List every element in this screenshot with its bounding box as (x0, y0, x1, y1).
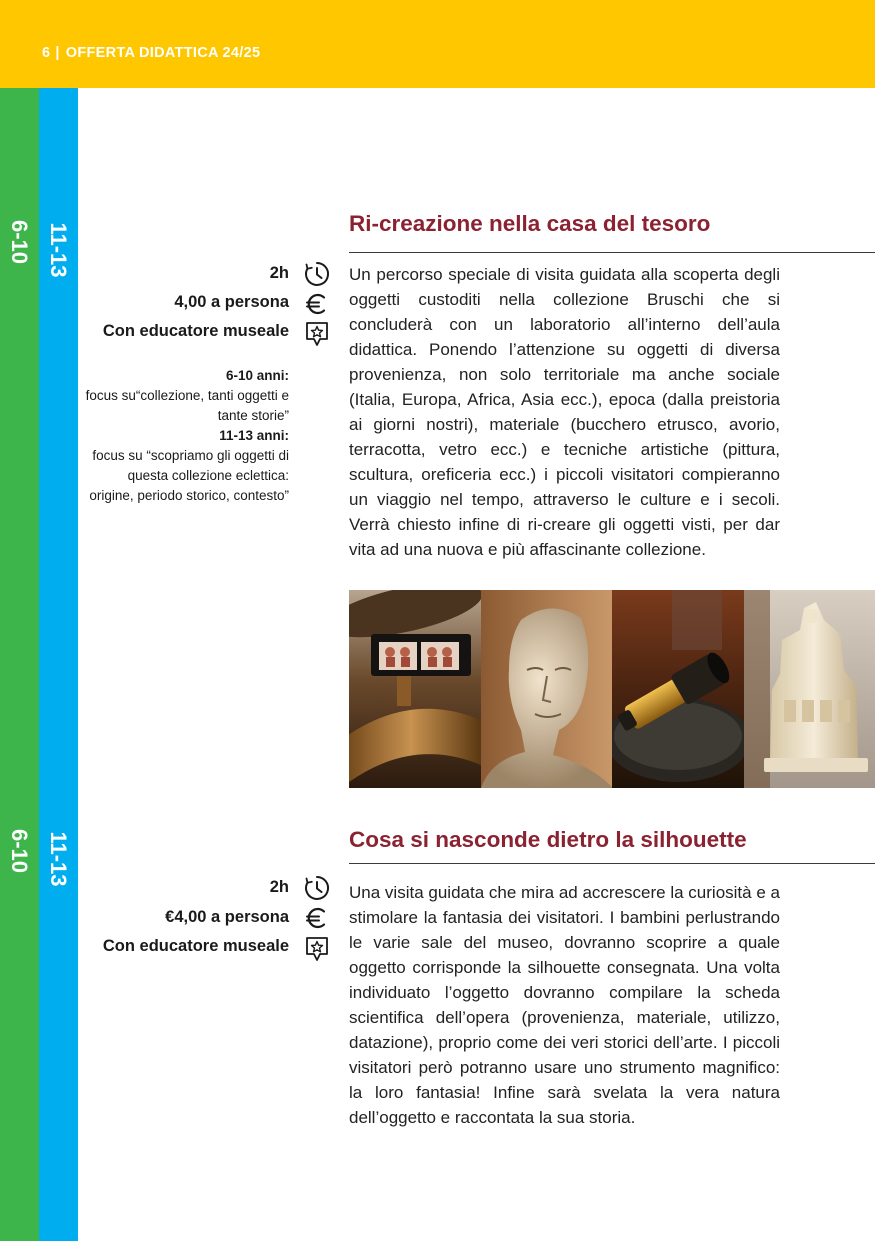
brass-telescope-photo (612, 590, 744, 788)
guide-icon (303, 934, 331, 962)
price-label: €4,00 a persona (165, 908, 289, 926)
activity-title: Cosa si nasconde dietro la silhouette (349, 827, 747, 852)
duration-label: 2h (269, 264, 289, 282)
ivory-carving-photo (744, 590, 875, 788)
stereoscope-photo (349, 590, 481, 788)
activity-description: Una visita guidata che mira ad accrescere la curiosità e a stimolare la fantasia dei visitatori. I bambini perlustrando le varie sale del museo, dovranno scoprire a quale oggetto corrisponde la silhouette consegnata. Una volta individuato l’oggetto dovranno compilare la scheda scientifica dell’opera (provenienza, materiale, utilizzo, datazione), proprio come dei veri storici dell’arte. I piccoli visitatori però potranno usare uno strumento magnifico: la loro fantasia! Infine sarà svelata la vera natura dell’oggetto e raccontata la sua storia. (349, 883, 780, 1127)
page-number: 6 (42, 45, 51, 61)
guide-icon (303, 319, 331, 347)
title-divider (349, 252, 875, 253)
note-text: focus su “scopriamo gli oggetti di questa collezione eclettica: origine, periodo storico, contesto” (89, 448, 289, 503)
age-tag-6-10: 6-10 (7, 828, 32, 874)
guide-label: Con educatore museale (102, 322, 289, 340)
activity-description: Un percorso speciale di visita guidata alla scoperta degli oggetti custoditi nella collezione Bruschi che si concluderà con un laboratorio all’interno dell’aula didattica. Ponendo l’attenzione su oggetti di diversa provenienza, non solo territoriale ma anche sociale (Italia, Europa, Africa, Asia ecc.), epoca (dalla preistoria ai giorni nostri), materiale (bucchero etrusco, avorio, terracotta, vetro ecc.) e tecniche artistiche (pittura, scultura, oreficeria ecc.) i piccoli visitatori compieranno un viaggio nel tempo, attraverso le culture e i secoli. Verrà chiesto infine di ri-creare gli oggetti visti, per dar vita ad una nuova e più affascinante collezione. (349, 265, 780, 559)
header-separator: | (55, 45, 60, 61)
clock-icon (303, 260, 331, 288)
note-text: focus su“collezione, tanti oggetti e tante storie” (85, 388, 289, 423)
guide-label: Con educatore museale (102, 937, 289, 955)
age-notes (85, 366, 289, 506)
age-tag-11-13: 11-13 (46, 831, 71, 887)
price-label: 4,00 a persona (174, 293, 289, 311)
age-tag-6-10: 6-10 (7, 219, 32, 265)
activity-title: Ri-creazione nella casa del tesoro (349, 211, 711, 236)
euro-icon (303, 904, 331, 932)
marble-bust-photo (481, 590, 613, 788)
clock-icon (303, 874, 331, 902)
header-bar (0, 0, 875, 88)
photo-strip (349, 590, 875, 788)
age-tag-11-13: 11-13 (46, 222, 71, 278)
page-header (42, 45, 260, 61)
duration-label: 2h (269, 878, 289, 896)
title-divider (349, 863, 875, 864)
note-label: 6-10 anni: (225, 368, 289, 383)
note-label: 11-13 anni: (219, 428, 289, 443)
publication-title: OFFERTA DIDATTICA 24/25 (65, 45, 261, 61)
euro-icon (303, 290, 331, 318)
